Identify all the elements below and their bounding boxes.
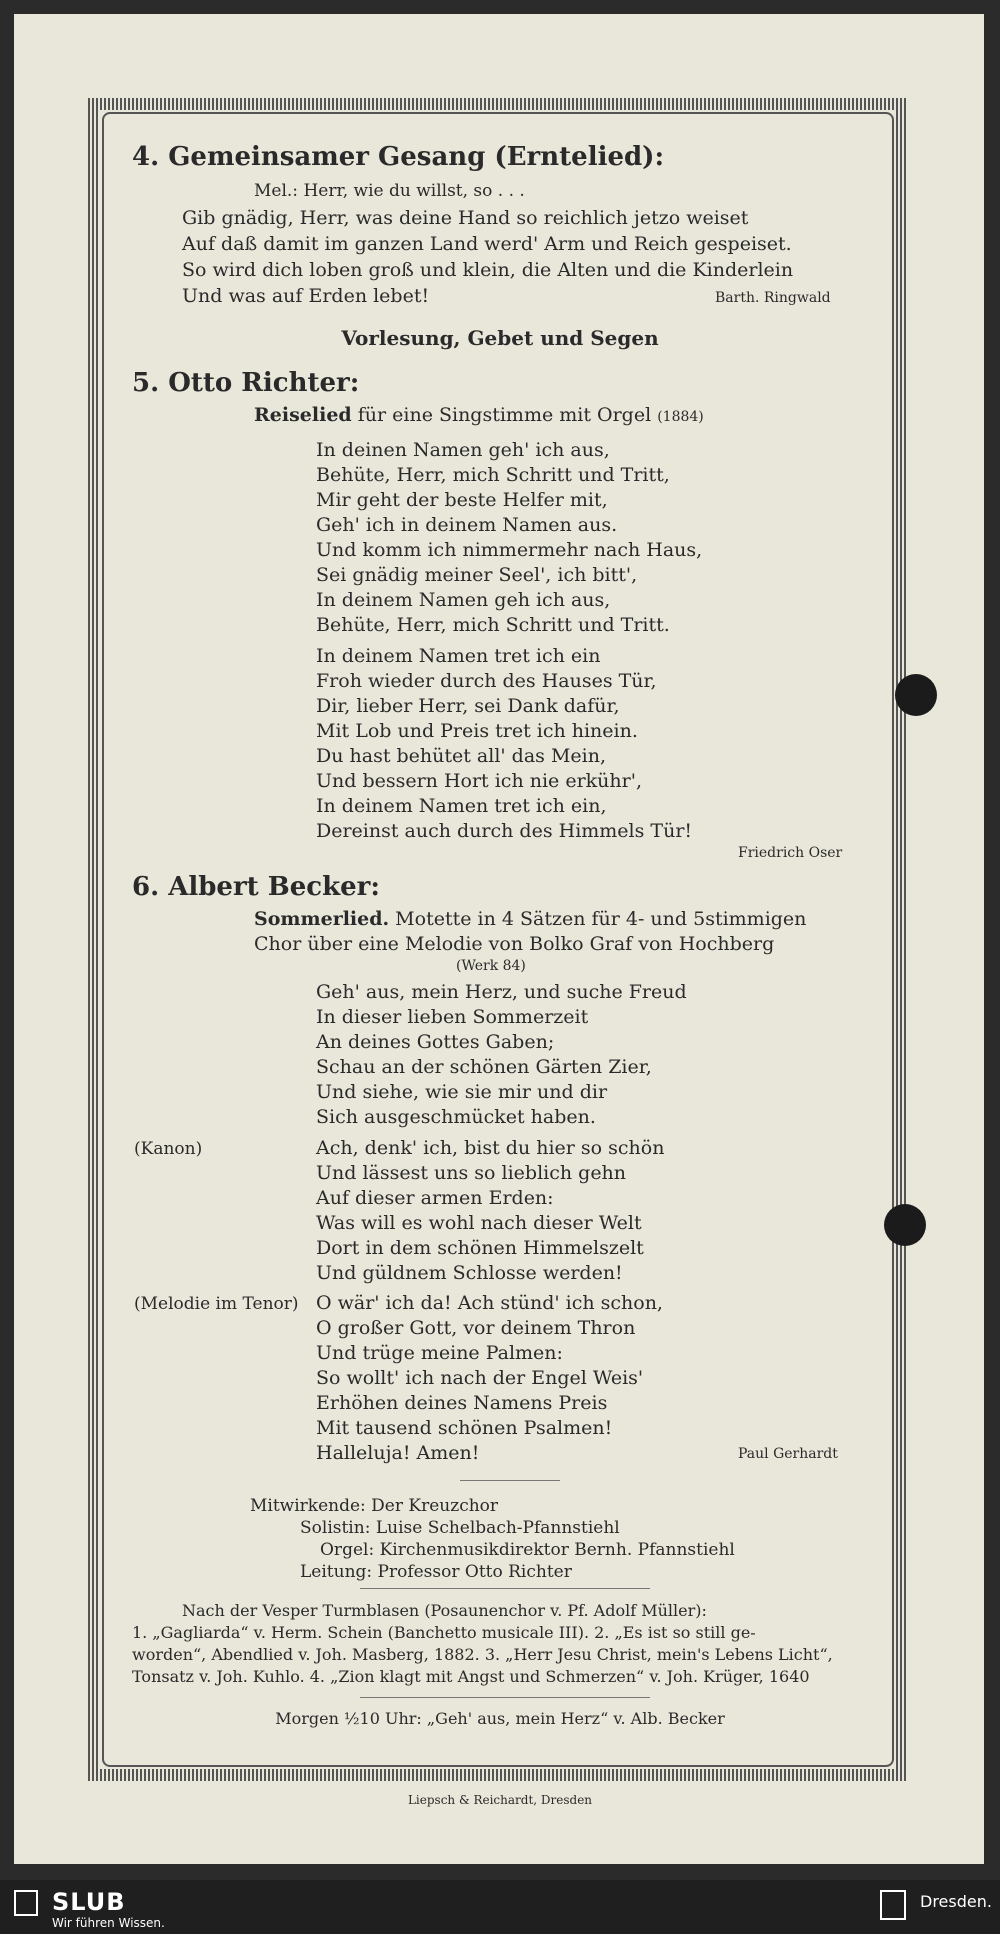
verse-line: In dieser lieben Sommerzeit	[316, 1006, 589, 1028]
work-number: (Werk 84)	[456, 958, 526, 974]
hymn-line: Und was auf Erden lebet!	[182, 285, 430, 307]
tagline: Wir führen Wissen.	[52, 1916, 165, 1930]
divider	[460, 1480, 560, 1481]
punch-hole	[884, 1204, 926, 1246]
credit-line: Mitwirkende: Der Kreuzchor	[250, 1496, 499, 1516]
verse-line: Geh' aus, mein Herz, und suche Freud	[316, 981, 687, 1003]
verse-line: Behüte, Herr, mich Schritt und Tritt,	[316, 464, 670, 486]
voice-label: (Kanon)	[134, 1139, 203, 1159]
verse-line: Sei gnädig meiner Seel', ich bitt',	[316, 564, 638, 586]
verse-line: Und trüge meine Palmen:	[316, 1342, 563, 1364]
after-line: 1. „Gagliarda“ v. Herm. Schein (Banchetto musicale III). 2. „Es ist so still ge-	[132, 1623, 756, 1642]
verse-line: O wär' ich da! Ach stünd' ich schon,	[316, 1292, 663, 1314]
verse-line: Und bessern Hort ich nie erkühr',	[316, 770, 642, 792]
work-title	[254, 404, 704, 426]
voice-label: (Melodie im Tenor)	[134, 1294, 299, 1314]
author: Paul Gerhardt	[738, 1446, 838, 1462]
verse-line: In deinem Namen geh ich aus,	[316, 589, 611, 611]
verse-line: Dort in dem schönen Himmelszelt	[316, 1237, 644, 1259]
verse-line: So wollt' ich nach der Engel Weis'	[316, 1367, 644, 1389]
verse-line: Mit Lob und Preis tret ich hinein.	[316, 720, 638, 742]
after-line: Nach der Vesper Turmblasen (Posaunenchor v. Pf. Adolf Müller):	[182, 1601, 707, 1620]
verse-line: Schau an der schönen Gärten Zier,	[316, 1056, 652, 1078]
verse-line: Und komm ich nimmermehr nach Haus,	[316, 539, 703, 561]
dresden-crest-icon	[880, 1890, 906, 1920]
verse-line: Dir, lieber Herr, sei Dank dafür,	[316, 695, 620, 717]
work-year: (1884)	[657, 409, 704, 425]
credit-line: Solistin: Luise Schelbach-Pfannstiehl	[300, 1518, 620, 1538]
verse-line: Und güldnem Schlosse werden!	[316, 1262, 623, 1284]
verse-line: Dereinst auch durch des Himmels Tür!	[316, 820, 693, 842]
work-desc-2: Chor über eine Melodie von Bolko Graf von Hochberg	[254, 933, 775, 955]
verse-line: Behüte, Herr, mich Schritt und Tritt.	[316, 614, 670, 636]
after-line: worden“, Abendlied v. Joh. Masberg, 1882. 3. „Herr Jesu Christ, mein's Lebens Licht“,	[132, 1645, 833, 1664]
hymn-line: So wird dich loben groß und klein, die Alten und die Kinderlein	[182, 259, 794, 281]
verse-line: An deines Gottes Gaben;	[316, 1031, 555, 1053]
verse-line: Was will es wohl nach dieser Welt	[316, 1212, 642, 1234]
work-name: Sommerlied.	[254, 908, 390, 930]
after-line: Tonsatz v. Joh. Kuhlo. 4. „Zion klagt mit Angst und Schmerzen“ v. Joh. Krüger, 1640	[132, 1667, 810, 1686]
verse-line: In deinem Namen tret ich ein,	[316, 795, 607, 817]
slub-logo-text[interactable]: SLUB	[52, 1888, 126, 1916]
verse-line: In deinen Namen geh' ich aus,	[316, 439, 610, 461]
dresden-logo-text[interactable]: Dresden.	[920, 1892, 992, 1911]
verse-line: Sich ausgeschmücket haben.	[316, 1106, 596, 1128]
work-desc: Motette in 4 Sätzen für 4- und 5stimmigen	[395, 908, 807, 930]
tomorrow-notice: Morgen ½10 Uhr: „Geh' aus, mein Herz“ v. Alb. Becker	[275, 1709, 725, 1728]
verse-line: O großer Gott, vor deinem Thron	[316, 1317, 636, 1339]
verse-line: Froh wieder durch des Hauses Tür,	[316, 670, 657, 692]
interlude: Vorlesung, Gebet und Segen	[341, 326, 659, 350]
verse-line: In deinem Namen tret ich ein	[316, 645, 601, 667]
melody-note: Mel.: Herr, wie du willst, so . . .	[254, 181, 525, 201]
hymn-line: Auf daß damit im ganzen Land werd' Arm und Reich gespeiset.	[182, 233, 792, 255]
verse-line: Halleluja! Amen!	[316, 1442, 480, 1464]
section-4-heading: 4. Gemeinsamer Gesang (Erntelied):	[132, 142, 665, 172]
hymn-line: Gib gnädig, Herr, was deine Hand so reichlich jetzo weiset	[182, 207, 749, 229]
divider	[360, 1588, 650, 1589]
credit-line: Leitung: Professor Otto Richter	[300, 1562, 572, 1582]
work-name: Reiselied	[254, 404, 352, 426]
printer-imprint: Liepsch & Reichardt, Dresden	[407, 1793, 593, 1807]
punch-hole	[895, 674, 937, 716]
verse-line: Mir geht der beste Helfer mit,	[316, 489, 608, 511]
author: Barth. Ringwald	[715, 290, 831, 306]
verse-line: Und lässest uns so lieblich gehn	[316, 1162, 627, 1184]
verse-line: Erhöhen deines Namens Preis	[316, 1392, 608, 1414]
verse-line: Du hast behütet all' das Mein,	[316, 745, 607, 767]
author: Friedrich Oser	[738, 845, 843, 861]
footer-bar	[0, 1880, 1000, 1934]
work-desc: für eine Singstimme mit Orgel	[357, 404, 652, 426]
credit-line: Orgel: Kirchenmusikdirektor Bernh. Pfannstiehl	[320, 1540, 735, 1560]
section-5-heading: 5. Otto Richter:	[132, 368, 360, 398]
verse-line: Geh' ich in deinem Namen aus.	[316, 514, 618, 536]
divider	[360, 1697, 650, 1698]
section-6-heading: 6. Albert Becker:	[132, 872, 380, 902]
slub-logo-icon	[14, 1890, 38, 1916]
work-title	[254, 908, 806, 930]
verse-line: Mit tausend schönen Psalmen!	[316, 1417, 613, 1439]
verse-line: Und siehe, wie sie mir und dir	[316, 1081, 608, 1103]
verse-line: Auf dieser armen Erden:	[316, 1187, 554, 1209]
verse-line: Ach, denk' ich, bist du hier so schön	[316, 1137, 665, 1159]
